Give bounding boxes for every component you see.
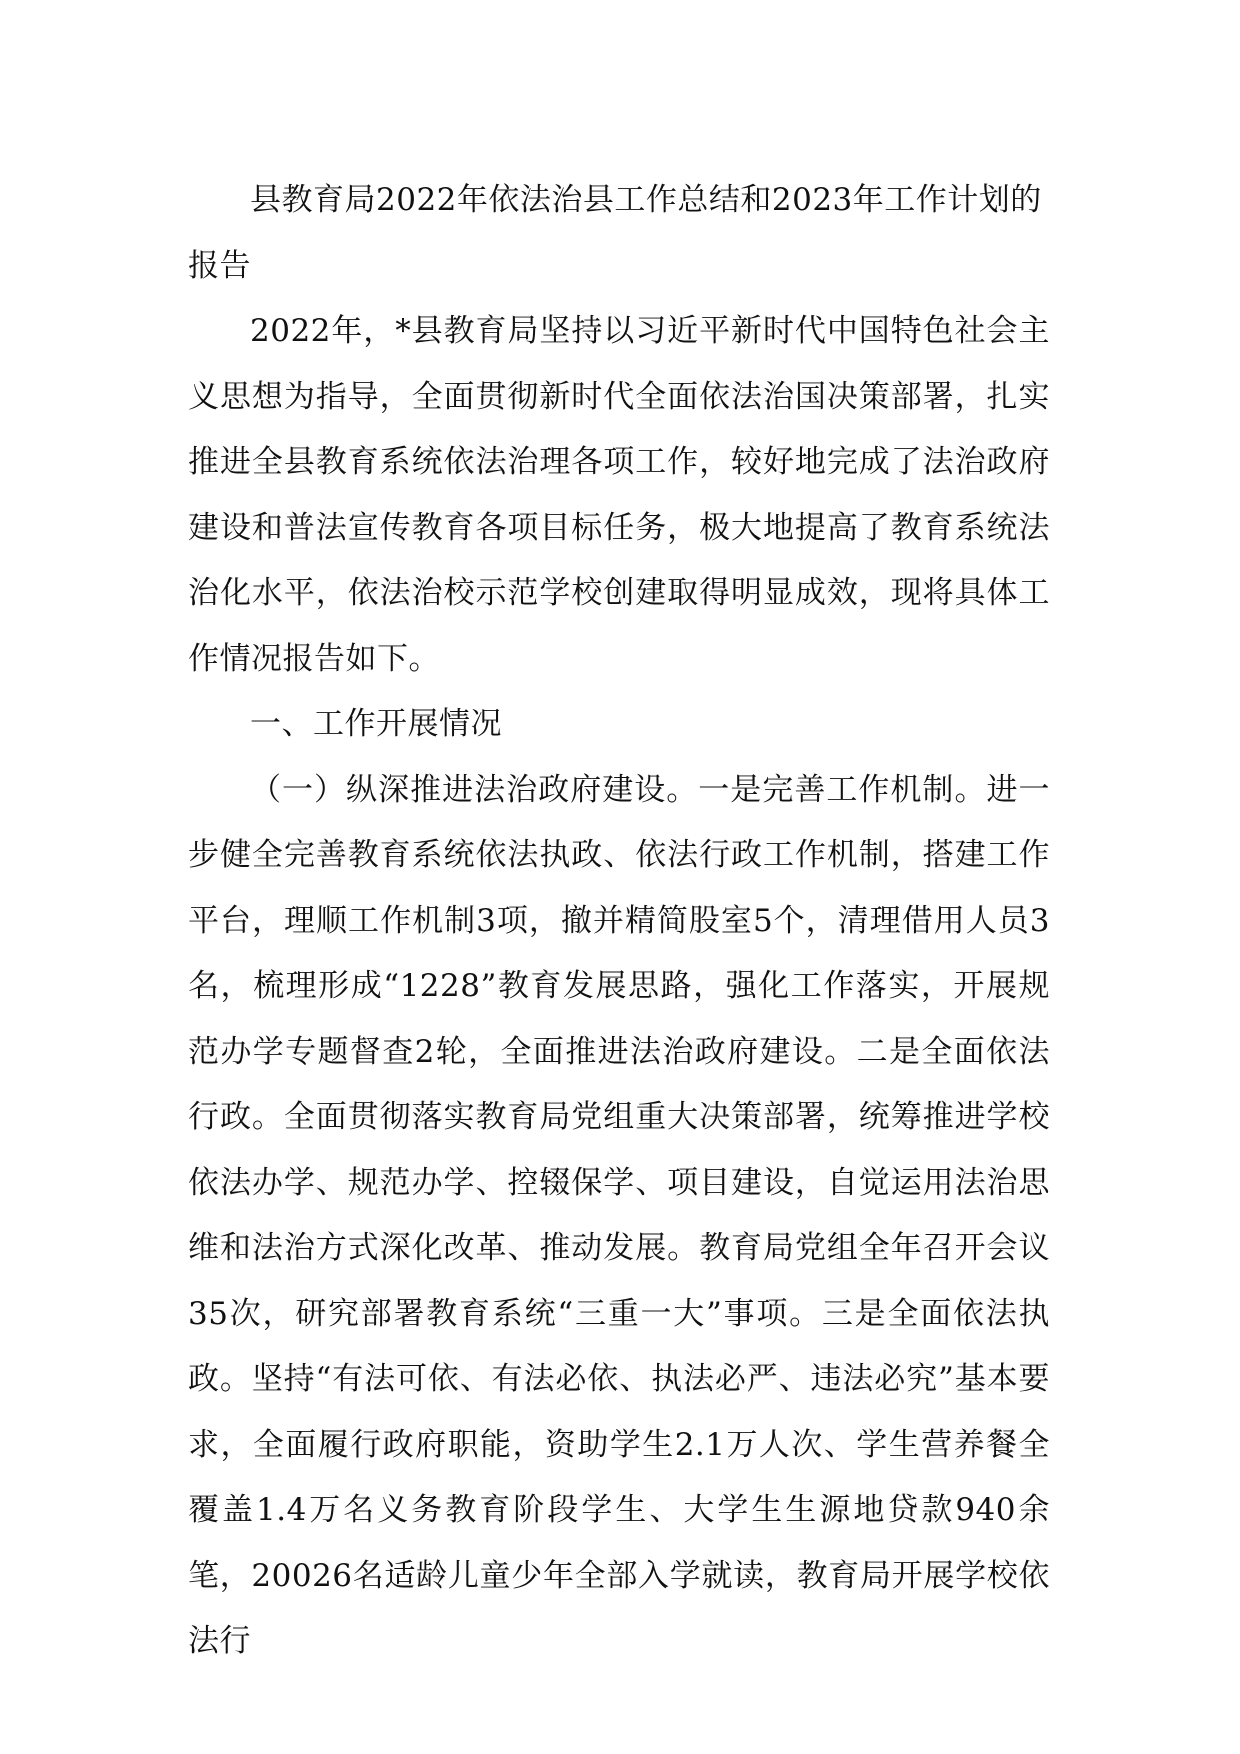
section-heading-1: 一、工作开展情况 xyxy=(250,706,502,742)
paragraph-intro: 2022年，*县教育局坚持以习近平新时代中国特色社会主义思想为指导，全面贯彻新时代全面依法治国决策部署，扎实推进全县教育系统依法治理各项工作，较好地完成了法治政府建设和普法宣传教育各项目标任务，极大地提高了教育系统法治化水平，依法治校示范学校创建取得明显成效，现将具体工作情况报告如下。 xyxy=(188,313,1050,677)
document-body xyxy=(188,168,1050,1675)
document-title: 县教育局2022年依法治县工作总结和2023年工作计划的报告 xyxy=(188,182,1042,284)
paragraph-section-1-1: （一）纵深推进法治政府建设。一是完善工作机制。进一步健全完善教育系统依法执政、依法行政工作机制，搭建工作平台，理顺工作机制3项，撤并精简股室5个，清理借用人员3名，梳理形成“1228”教育发展思路，强化工作落实，开展规范办学专题督查2轮，全面推进法治政府建设。二是全面依法行政。全面贯彻落实教育局党组重大决策部署，统筹推进学校依法办学、规范办学、控辍保学、项目建设，自觉运用法治思维和法治方式深化改革、推动发展。教育局党组全年召开会议35次，研究部署教育系统“三重一大”事项。三是全面依法执政。坚持“有法可依、有法必依、执法必严、违法必究”基本要求，全面履行政府职能，资助学生2.1万人次、学生营养餐全覆盖1.4万名义务教育阶段学生、大学生生源地贷款940余笔，20026名适龄儿童少年全部入学就读，教育局开展学校依法行 xyxy=(188,771,1050,1659)
